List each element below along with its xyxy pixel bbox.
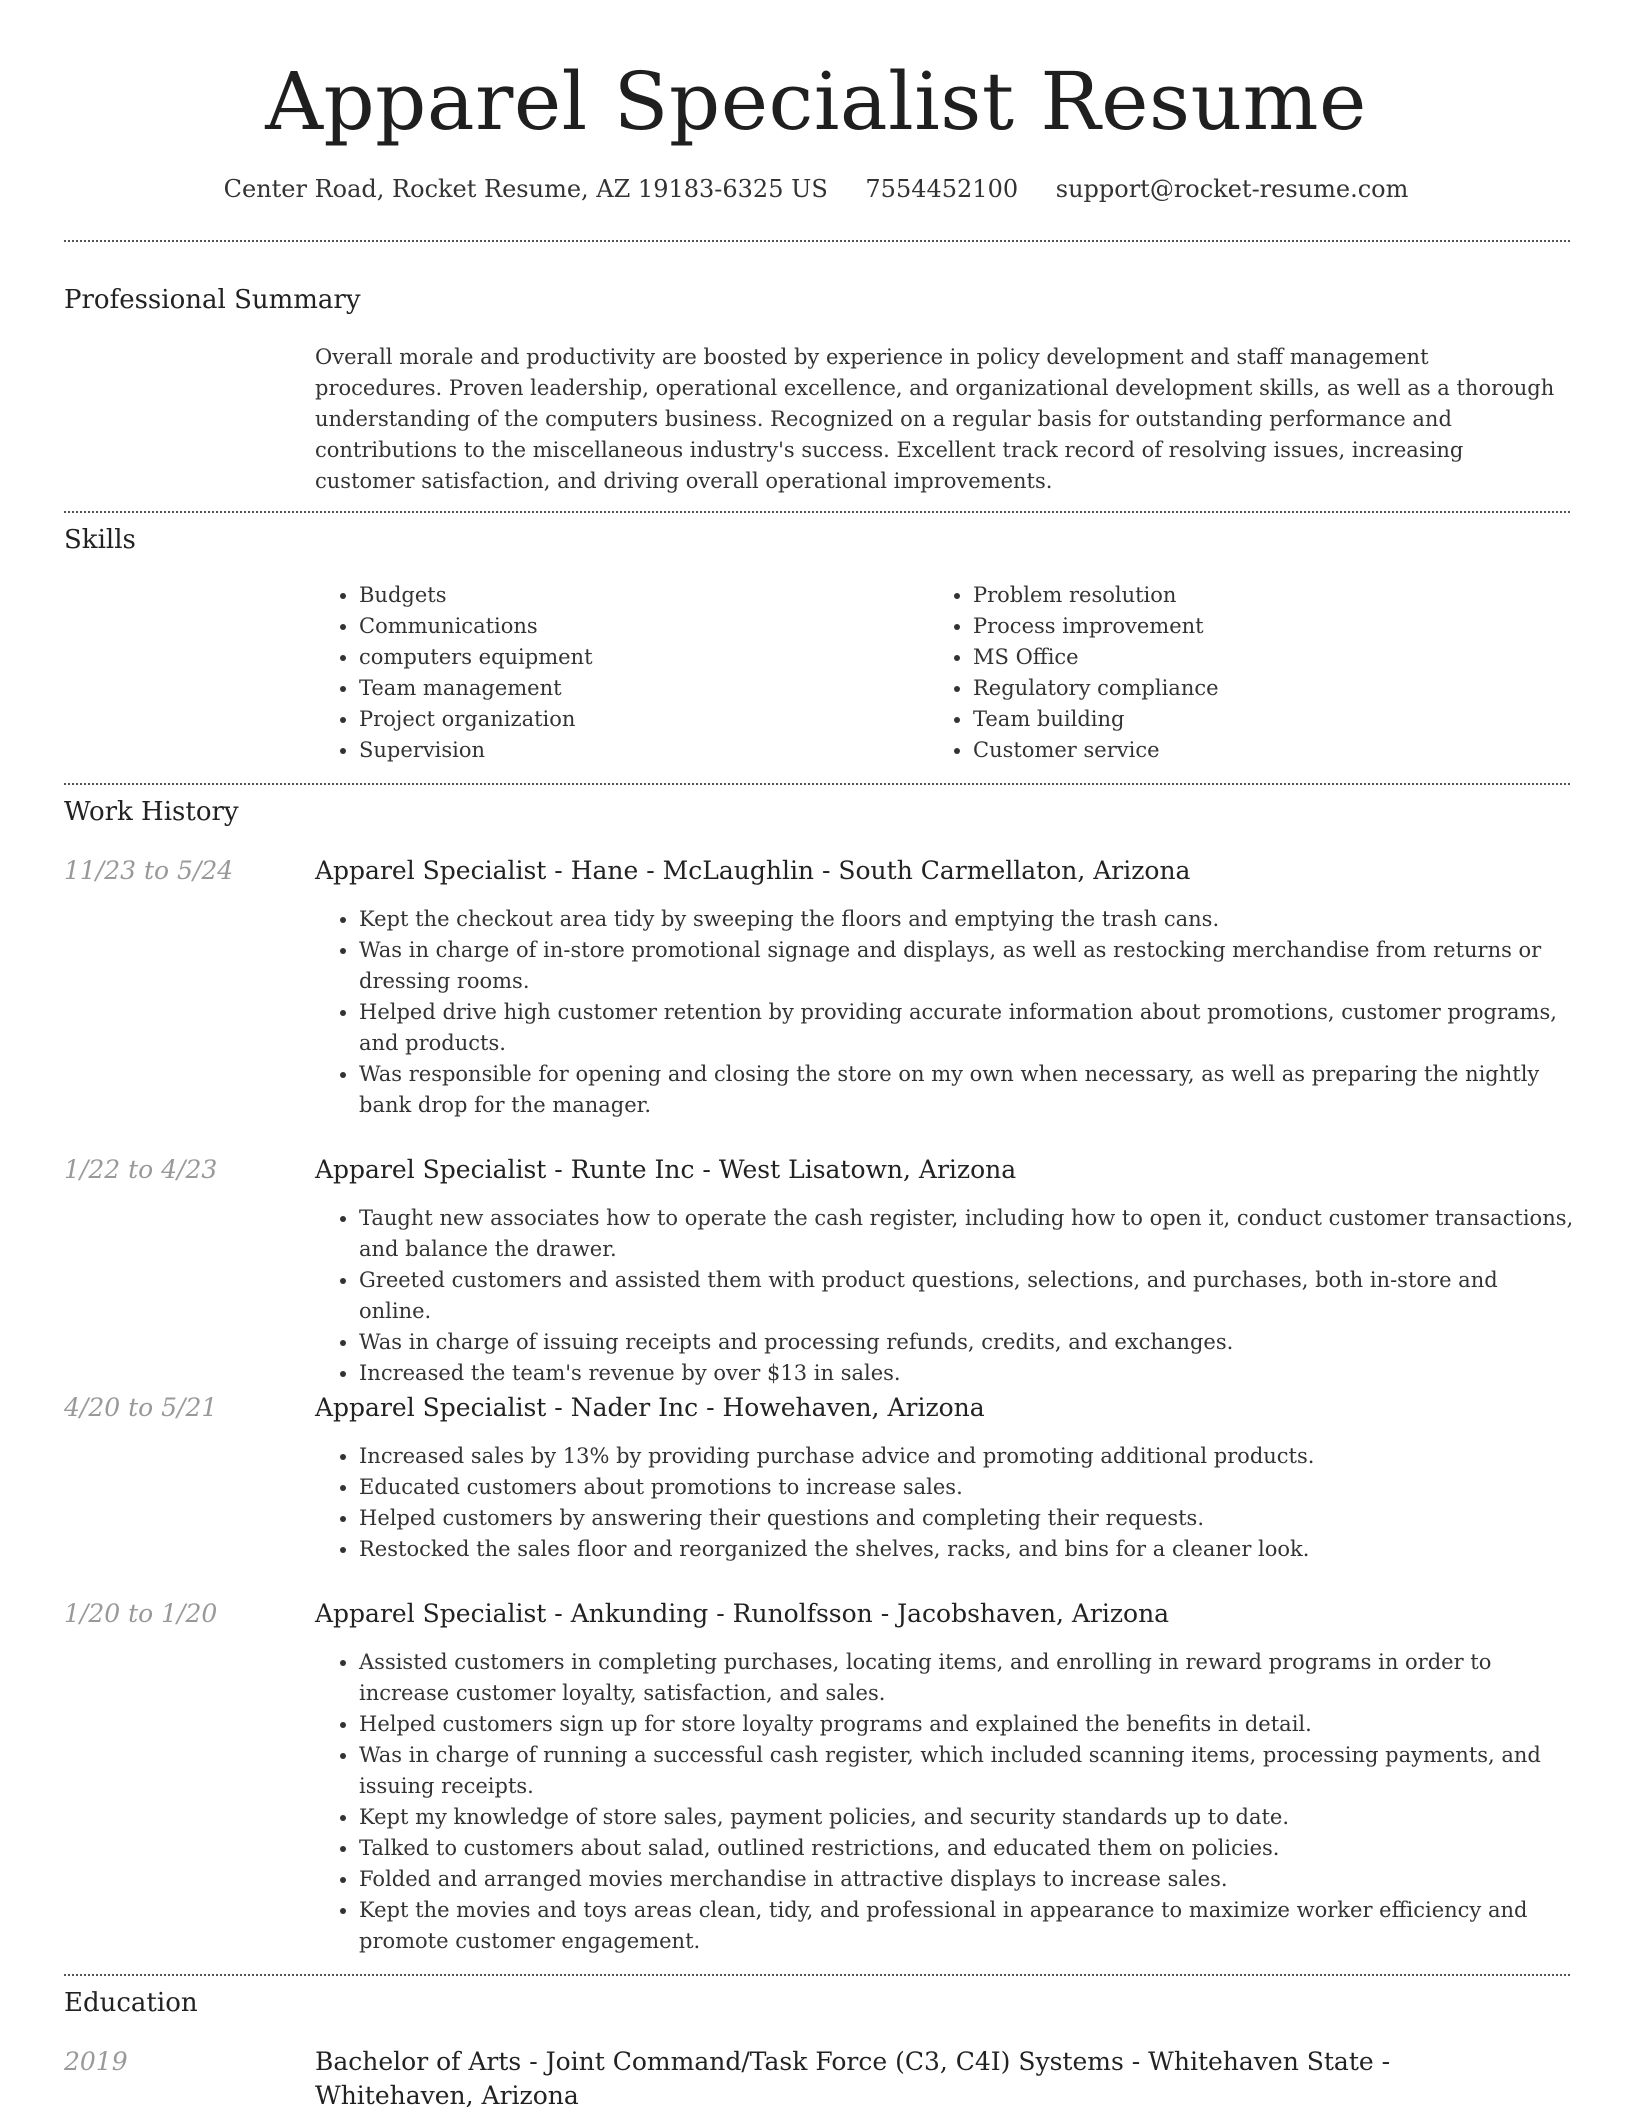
skill-item: • MS Office — [973, 642, 1543, 673]
job-dates: 1/22 to 4/23 — [64, 1155, 218, 1184]
list-item: • Kept the movies and toys areas clean, tidy, and professional in appearance to maximize worker efficiency and promote customer engagement. — [359, 1895, 1574, 1957]
summary-text: Overall morale and productivity are boosted by experience in policy development and staff management procedures. Proven leadership, operational excellence, and organizational development skills, as well as a thorough understanding of the computers business. Recognized on a regular basis for outstanding performance and contributions to the miscellaneous industry's success. Excellent track record of resolving issues, increasing customer satisfaction, and driving overall operational improvements. — [315, 345, 1555, 493]
skills-heading: Skills — [64, 525, 136, 555]
job-bullets — [315, 1441, 1574, 1565]
list-item: • Was in charge of running a successful cash register, which included scanning items, processing payments, and issuing receipts. — [359, 1740, 1574, 1802]
skill-item: • Communications — [359, 611, 929, 642]
job-bullets — [315, 904, 1574, 1121]
list-item: • Talked to customers about salad, outlined restrictions, and educated them on policies. — [359, 1833, 1574, 1864]
list-item: • Taught new associates how to operate the cash register, including how to open it, conduct customer transactions, and balance the drawer. — [359, 1203, 1574, 1265]
list-item: • Kept my knowledge of store sales, payment policies, and security standards up to date. — [359, 1802, 1574, 1833]
education-title: Bachelor of Arts - Joint Command/Task Force (C3, C4I) Systems - Whitehaven State - Whitehaven, Arizona — [315, 2047, 1391, 2110]
list-item: • Assisted customers in completing purchases, locating items, and enrolling in reward programs in order to increase customer loyalty, satisfaction, and sales. — [359, 1647, 1574, 1709]
skill-item: • Team building — [973, 704, 1543, 735]
skill-item: • Supervision — [359, 735, 929, 766]
section-divider — [64, 1974, 1570, 1976]
skills-column-left — [315, 580, 929, 766]
skills-list — [315, 580, 1555, 766]
list-item: • Increased sales by 13% by providing purchase advice and promoting additional products. — [359, 1441, 1574, 1472]
list-item: • Helped customers sign up for store loyalty programs and explained the benefits in detail. — [359, 1709, 1574, 1740]
job-dates: 1/20 to 1/20 — [64, 1599, 218, 1628]
resume-title: Apparel Specialist Resume — [265, 55, 1367, 148]
resume-header — [0, 0, 1632, 206]
section-divider — [64, 240, 1570, 242]
list-item: • Restocked the sales floor and reorganized the shelves, racks, and bins for a cleaner look. — [359, 1534, 1574, 1565]
skill-item: • Team management — [359, 673, 929, 704]
list-item: • Folded and arranged movies merchandise in attractive displays to increase sales. — [359, 1864, 1574, 1895]
list-item: • Kept the checkout area tidy by sweeping the floors and emptying the trash cans. — [359, 904, 1574, 935]
job-bullets — [315, 1203, 1574, 1389]
education-heading: Education — [64, 1988, 198, 2018]
section-divider — [64, 511, 1570, 513]
skill-item: • Process improvement — [973, 611, 1543, 642]
list-item: • Greeted customers and assisted them with product questions, selections, and purchases, both in-store and online. — [359, 1265, 1574, 1327]
job-title: Apparel Specialist - Nader Inc - Howehaven, Arizona — [315, 1393, 985, 1422]
job-title: Apparel Specialist - Runte Inc - West Lisatown, Arizona — [315, 1155, 1017, 1184]
skills-column-right — [929, 580, 1543, 766]
list-item: • Educated customers about promotions to increase sales. — [359, 1472, 1574, 1503]
contact-phone: 7554452100 — [865, 175, 1019, 203]
section-divider — [64, 783, 1570, 785]
summary-heading: Professional Summary — [64, 285, 361, 315]
job-title: Apparel Specialist - Ankunding - Runolfsson - Jacobshaven, Arizona — [315, 1599, 1170, 1628]
job-dates: 4/20 to 5/21 — [64, 1393, 218, 1422]
skill-item: • Budgets — [359, 580, 929, 611]
list-item: • Was responsible for opening and closing the store on my own when necessary, as well as preparing the nightly bank drop for the manager. — [359, 1059, 1574, 1121]
contact-line — [0, 172, 1632, 206]
job-bullets — [315, 1647, 1574, 1957]
skill-item: • computers equipment — [359, 642, 929, 673]
list-item: • Was in charge of in-store promotional signage and displays, as well as restocking merchandise from returns or dressing rooms. — [359, 935, 1574, 997]
skill-item: • Problem resolution — [973, 580, 1543, 611]
education-year: 2019 — [64, 2047, 128, 2076]
list-item: • Helped drive high customer retention by providing accurate information about promotions, customer programs, and products. — [359, 997, 1574, 1059]
contact-address: Center Road, Rocket Resume, AZ 19183-6325 US — [223, 175, 828, 203]
work-history-heading: Work History — [64, 797, 239, 827]
skill-item: • Project organization — [359, 704, 929, 735]
contact-email: support@rocket-resume.com — [1055, 175, 1409, 203]
skill-item: • Regulatory compliance — [973, 673, 1543, 704]
list-item: • Helped customers by answering their questions and completing their requests. — [359, 1503, 1574, 1534]
skill-item: • Customer service — [973, 735, 1543, 766]
job-title: Apparel Specialist - Hane - McLaughlin - South Carmellaton, Arizona — [315, 856, 1191, 885]
job-dates: 11/23 to 5/24 — [64, 856, 234, 885]
list-item: • Increased the team's revenue by over $13 in sales. — [359, 1358, 1574, 1389]
list-item: • Was in charge of issuing receipts and processing refunds, credits, and exchanges. — [359, 1327, 1574, 1358]
